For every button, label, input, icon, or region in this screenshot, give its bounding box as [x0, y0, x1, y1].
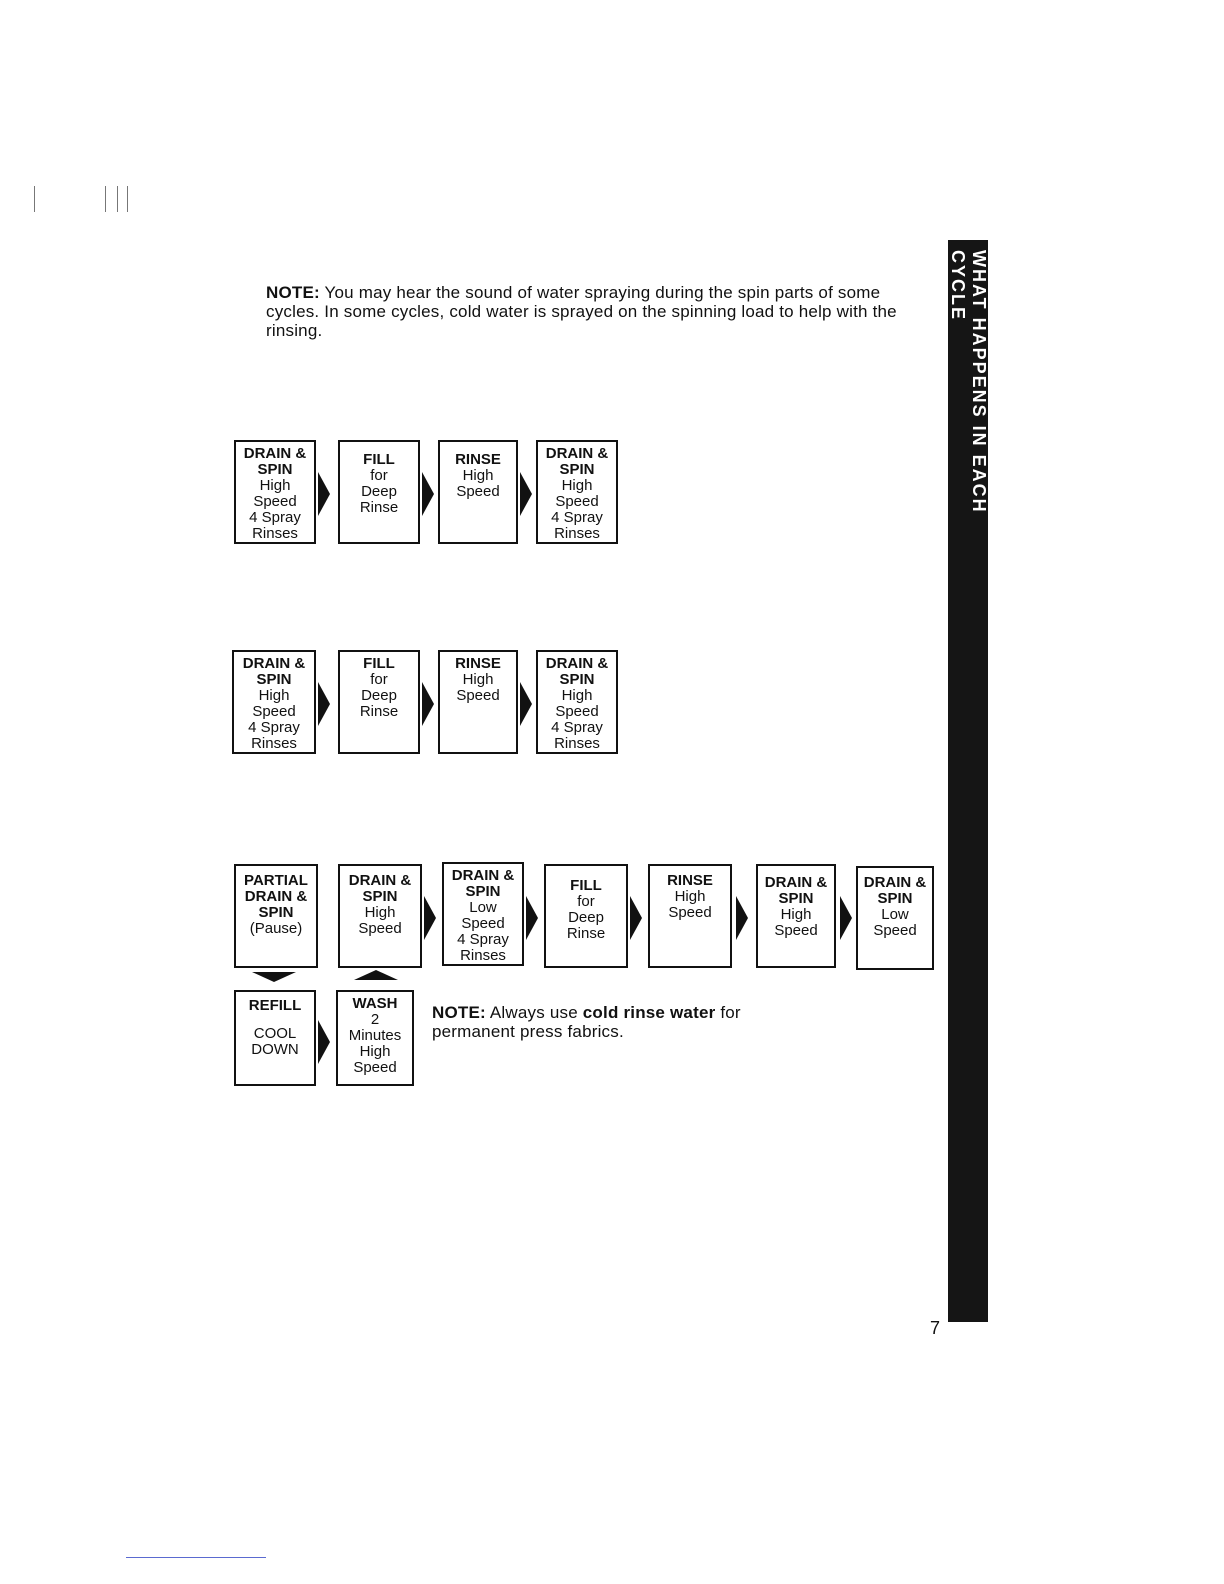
- step-detail: 4 Spray: [457, 931, 509, 948]
- note-text: Always use: [485, 1003, 583, 1022]
- step-detail: Low: [881, 906, 909, 923]
- step-detail: Minutes: [348, 1027, 402, 1044]
- flow-arrow-icon: [318, 472, 330, 516]
- step-detail: Rinse: [359, 703, 399, 720]
- note-emphasis: cold rinse water: [582, 1003, 716, 1022]
- step-title: RINSE: [667, 872, 713, 889]
- scan-tick: [117, 186, 118, 212]
- step-title: PARTIAL: [244, 872, 308, 889]
- flow-arrow-icon: [520, 682, 532, 726]
- step-title: SPIN: [559, 671, 595, 688]
- step-detail: Speed: [873, 922, 917, 939]
- note-label: NOTE:: [266, 283, 320, 302]
- step-title: DRAIN &: [863, 874, 927, 891]
- step-detail: Deep: [361, 687, 397, 704]
- step-detail: for: [370, 467, 388, 484]
- step-detail: 4 Spray: [249, 509, 301, 526]
- scan-tick: [105, 186, 106, 212]
- step-detail: DOWN: [251, 1041, 299, 1058]
- step-title: WASH: [352, 995, 398, 1012]
- step-box: [336, 990, 414, 1086]
- step-detail: Deep: [361, 483, 397, 500]
- step-title: SPIN: [778, 890, 814, 907]
- step-box: [756, 864, 836, 968]
- step-title: DRAIN &: [244, 888, 308, 905]
- step-box: [232, 650, 316, 754]
- step-detail: Speed: [353, 1059, 397, 1076]
- step-box: [544, 864, 628, 968]
- step-detail: High: [561, 687, 593, 704]
- flow-arrow-icon: [736, 896, 748, 940]
- flow-arrow-icon: [630, 896, 642, 940]
- step-detail: Low: [469, 899, 497, 916]
- step-detail: Speed: [358, 920, 402, 937]
- step-detail: Speed: [461, 915, 505, 932]
- step-detail: for: [577, 893, 595, 910]
- step-title: FILL: [363, 451, 395, 468]
- step-box: [536, 650, 618, 754]
- step-title: DRAIN &: [451, 867, 515, 884]
- step-detail: Rinses: [252, 525, 298, 542]
- step-title: FILL: [363, 655, 395, 672]
- step-detail: High: [259, 477, 291, 494]
- step-title: DRAIN &: [348, 872, 412, 889]
- flow-arrow-icon: [840, 896, 852, 940]
- step-box: [338, 650, 420, 754]
- step-box: [234, 864, 318, 968]
- arrow-up-icon: [354, 970, 398, 980]
- step-title: RINSE: [455, 451, 501, 468]
- step-detail: Rinse: [566, 925, 606, 942]
- flow-arrow-icon: [526, 896, 538, 940]
- step-box: [338, 440, 420, 544]
- step-title: SPIN: [258, 904, 294, 921]
- scan-tick: [34, 186, 35, 212]
- step-title: DRAIN &: [545, 655, 609, 672]
- flow-arrow-icon: [318, 1020, 330, 1064]
- top-note: [266, 283, 934, 340]
- section-sidebar-title: WHAT HAPPENS IN EACH CYCLE: [948, 250, 989, 514]
- step-box: [234, 990, 316, 1086]
- step-detail: High: [359, 1043, 391, 1060]
- step-title: SPIN: [877, 890, 913, 907]
- step-detail: High: [258, 687, 290, 704]
- step-detail: Speed: [253, 493, 297, 510]
- arrow-down-icon: [252, 972, 296, 982]
- step-detail: High: [364, 904, 396, 921]
- step-box: [536, 440, 618, 544]
- step-detail: Speed: [668, 904, 712, 921]
- flow-arrow-icon: [520, 472, 532, 516]
- page-number: 7: [930, 1318, 941, 1338]
- step-detail: High: [462, 671, 494, 688]
- step-title: RINSE: [455, 655, 501, 672]
- step-title: SPIN: [256, 671, 292, 688]
- step-title: DRAIN &: [242, 655, 306, 672]
- step-box: [438, 440, 518, 544]
- scan-tick: [127, 186, 128, 212]
- flow-arrow-icon: [422, 682, 434, 726]
- step-detail: High: [462, 467, 494, 484]
- note-text: for permanent press fabrics.: [432, 1003, 741, 1041]
- step-detail: 4 Spray: [551, 719, 603, 736]
- step-title: REFILL: [248, 997, 302, 1014]
- step-detail: 4 Spray: [248, 719, 300, 736]
- step-detail: Rinses: [460, 947, 506, 964]
- step-box: [338, 864, 422, 968]
- step-title: SPIN: [465, 883, 501, 900]
- step-detail: High: [780, 906, 812, 923]
- step-detail: Rinses: [554, 525, 600, 542]
- step-title: SPIN: [559, 461, 595, 478]
- note-text: You may hear the sound of water spraying during the spin parts of some cycles. In some cycles, cold water is sprayed on the spinning load to help with the rinsing.: [266, 283, 897, 340]
- step-title: SPIN: [362, 888, 398, 905]
- step-detail: Speed: [555, 703, 599, 720]
- step-detail: (Pause): [249, 920, 303, 937]
- step-title: SPIN: [257, 461, 293, 478]
- step-box: [648, 864, 732, 968]
- step-detail: Speed: [456, 687, 500, 704]
- step-box: [234, 440, 316, 544]
- step-detail: COOL: [253, 1025, 297, 1042]
- step-detail: Deep: [568, 909, 604, 926]
- step-detail: 4 Spray: [551, 509, 603, 526]
- step-detail: for: [370, 671, 388, 688]
- note-label: NOTE:: [432, 1003, 486, 1022]
- step-box: [856, 866, 934, 970]
- step-detail: High: [674, 888, 706, 905]
- step-detail: Speed: [774, 922, 818, 939]
- flow-arrow-icon: [422, 472, 434, 516]
- step-title: DRAIN &: [545, 445, 609, 462]
- flow-arrow-icon: [318, 682, 330, 726]
- step-title: DRAIN &: [243, 445, 307, 462]
- step-box: [442, 862, 524, 966]
- step-detail: Rinses: [554, 735, 600, 752]
- step-title: FILL: [570, 877, 602, 894]
- step-box: [438, 650, 518, 754]
- step-detail: High: [561, 477, 593, 494]
- step-detail: Rinses: [251, 735, 297, 752]
- flow-arrow-icon: [424, 896, 436, 940]
- bottom-note: [432, 1003, 762, 1041]
- step-title: DRAIN &: [764, 874, 828, 891]
- footer-rule: [126, 1557, 266, 1558]
- step-detail: 2: [370, 1011, 380, 1028]
- step-detail: Speed: [456, 483, 500, 500]
- step-detail: Rinse: [359, 499, 399, 516]
- step-detail: Speed: [252, 703, 296, 720]
- step-detail: Speed: [555, 493, 599, 510]
